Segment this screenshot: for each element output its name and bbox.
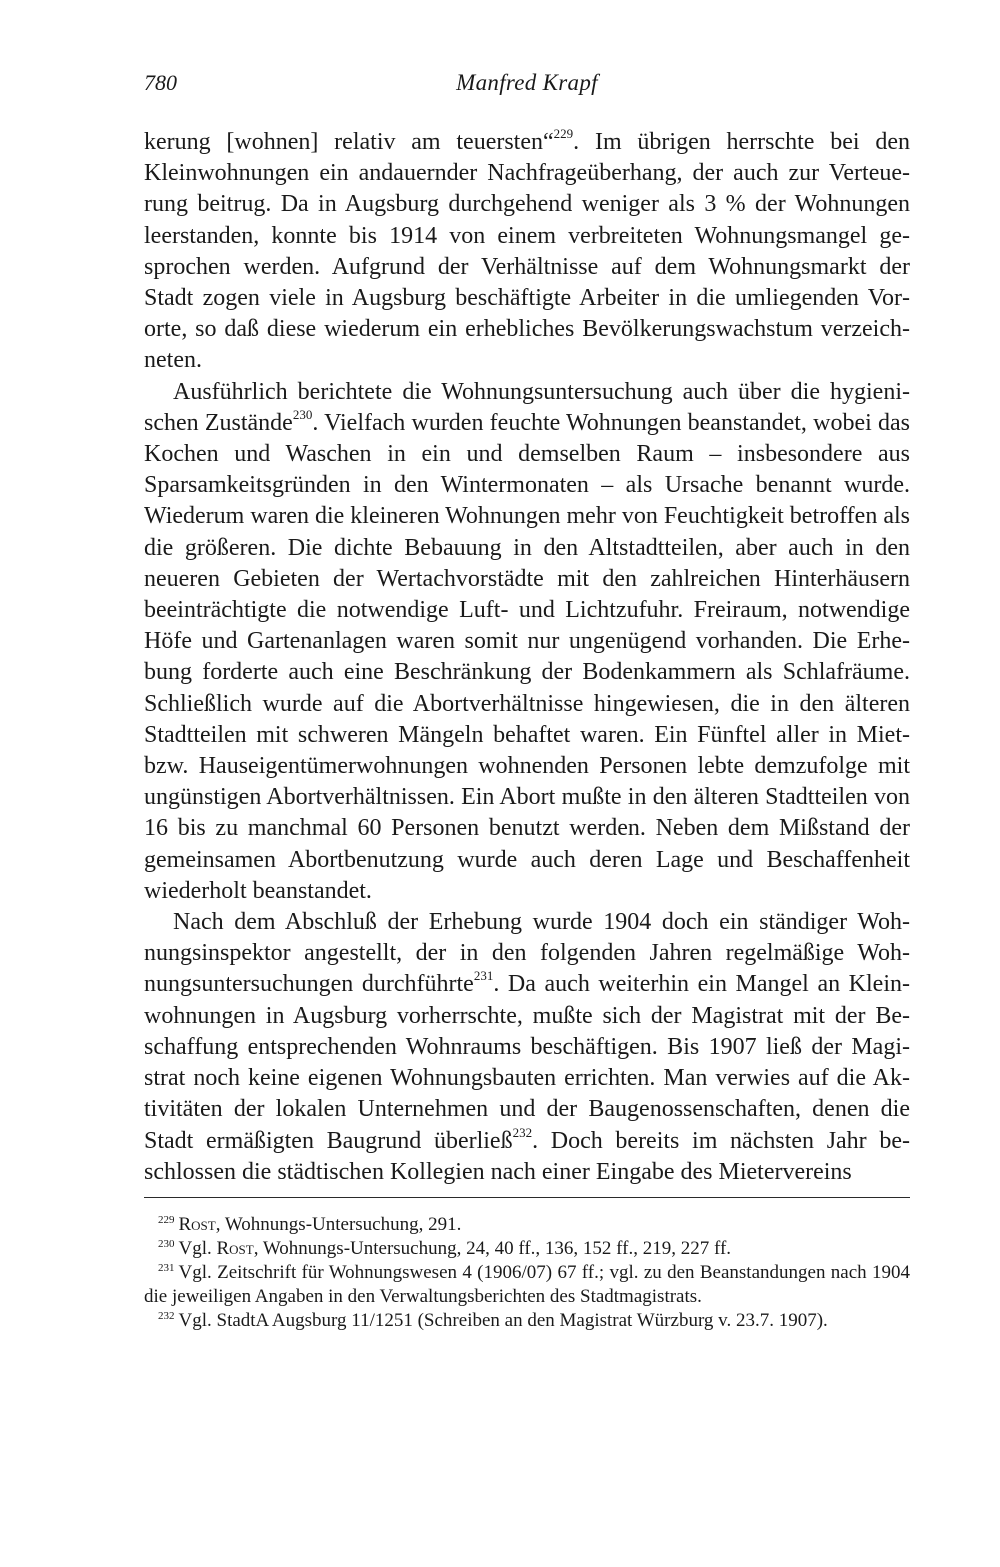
footnote-ref-230: 230 [292,406,313,422]
paragraph-2-text-a: Ausführlich berichtete die Wohnungsuntersuchung auch über die hygienischen Zustände [144,378,910,436]
footnote-ref-231: 231 [473,968,494,984]
footnote-229 [144,1213,910,1237]
footnote-number: 229 [158,1213,175,1226]
footnote-divider [144,1197,910,1198]
paragraph-2-text-b: . Vielfach wurden feuchte Wohnungen beanstandet, wobei das Kochen und Waschen in ein und demselben Raum – insbesondere aus Sparsamkeitsgründen in den Wintermonaten – als Ursache benannt wurde. Wiederum waren die kleineren Wohnungen mehr von Feuchtigkeit betroffen als die größeren. Die dichte Bebauung in den Altstadtteilen, aber auch in den neueren Gebieten der Wertachvorstädte mit den zahlreichen Hinterhäusern beeinträchtigte die notwendige Luft- und Lichtzufuhr. Freiraum, notwendige Höfe und Gartenanlagen waren somit nur ungenügend vorhanden. Die Erhebung forderte auch eine Beschränkung der Bodenkammern als Schlafräume. Schließlich wurde auf die Abortverhältnisse hingewiesen, die in den älteren Stadtteilen mit schweren Mängeln behaftet waren. Ein Fünftel aller in Miet- bzw. Hauseigentümerwohnungen wohnenden Personen lebte demzufolge mit ungünstigen Abortverhältnissen. Ein Abort mußte in den älteren Stadtteilen von 16 bis zu manchmal 60 Personen benutzt werden. Neben dem Mißstand der gemeinsamen Abortbenutzung wurde auch deren Lage und Beschaffenheit wiederholt beanstandet. [144,409,910,904]
footnote-number: 230 [158,1237,175,1250]
running-head: Manfred Krapf [456,70,598,95]
paragraph-2 [144,377,910,907]
paragraph-1 [144,127,910,377]
footnote-text: Vgl. Zeitschrift für Wohnungswesen 4 (1906/07) 67 ff.; vgl. zu den Beanstandungen nach 1904 die jeweiligen Angaben in den Verwaltungsberichten des Stadtmagistrats. [144,1262,910,1307]
footnote-230 [144,1237,910,1261]
footnote-text: , Wohnungs-Untersuchung, 24, 40 ff., 136, 152 ff., 219, 227 ff. [253,1238,732,1259]
paragraph-1-text-a: kerung [wohnen] relativ am teuersten“ [144,129,554,155]
paragraph-3 [144,907,910,1188]
footnote-ref-232: 232 [512,1124,533,1140]
footnote-author: Rost [216,1238,254,1259]
footnote-231 [144,1261,910,1309]
footnote-ref-229: 229 [553,126,574,141]
page-number: 780 [144,70,177,95]
paragraph-3-text-b: . Da auch weiterhin ein Mangel an Kleinwohnungen in Augsburg vorherrschte, mußte sich der Magistrat mit der Beschaffung entsprechenden Wohnraums beschäftigen. Bis 1907 ließ der Magistrat noch keine eigenen Wohnungsbauten errichten. Man verwies auf die Aktivitäten der lokalen Unternehmen und der Baugenossenschaften, denen die Stadt ermäßigten Baugrund überließ [144,971,910,1154]
paragraph-3-text-c: . Doch bereits im nächsten Jahr beschlossen die städtischen Kollegien nach einer Eingabe des Mietervereins [144,1127,910,1185]
footnote-number: 232 [158,1309,175,1322]
paragraph-1-text-b: . Im übrigen herrschte bei den Kleinwohnungen ein andauernder Nachfrageüberhang, der auch zur Verteuerung beitrug. Da in Augsburg durchgehend weniger als 3 % der Wohnungen leerstanden, konnte bis 1914 von einem verbreiteten Wohnungsmangel gesprochen werden. Aufgrund der Verhältnisse auf dem Wohnungsmarkt der Stadt zogen viele in Augsburg beschäftigte Arbeiter in die umliegenden Vororte, so daß diese wiederum ein erhebliches Bevölkerungswachstum verzeichneten. [144,129,910,374]
page-header [144,70,910,104]
paragraph-3-text-a: Nach dem Abschluß der Erhebung wurde 1904 doch ein ständiger Wohnungsinspektor angestellt, der in den folgenden Jahren regelmäßige Wohnungsuntersuchungen durchführte [144,909,910,998]
footnote-prefix: Vgl. [178,1238,217,1259]
footnote-232 [144,1309,910,1333]
body-text [144,127,910,1188]
footnote-number: 231 [158,1261,175,1274]
footnote-author: Rost [178,1214,216,1235]
footnote-text: , Wohnungs-Untersuchung, 291. [215,1214,462,1235]
footnotes [144,1213,910,1333]
footnote-text: Vgl. StadtA Augsburg 11/1251 (Schreiben an den Magistrat Würzburg v. 23.7. 1907). [178,1310,828,1331]
